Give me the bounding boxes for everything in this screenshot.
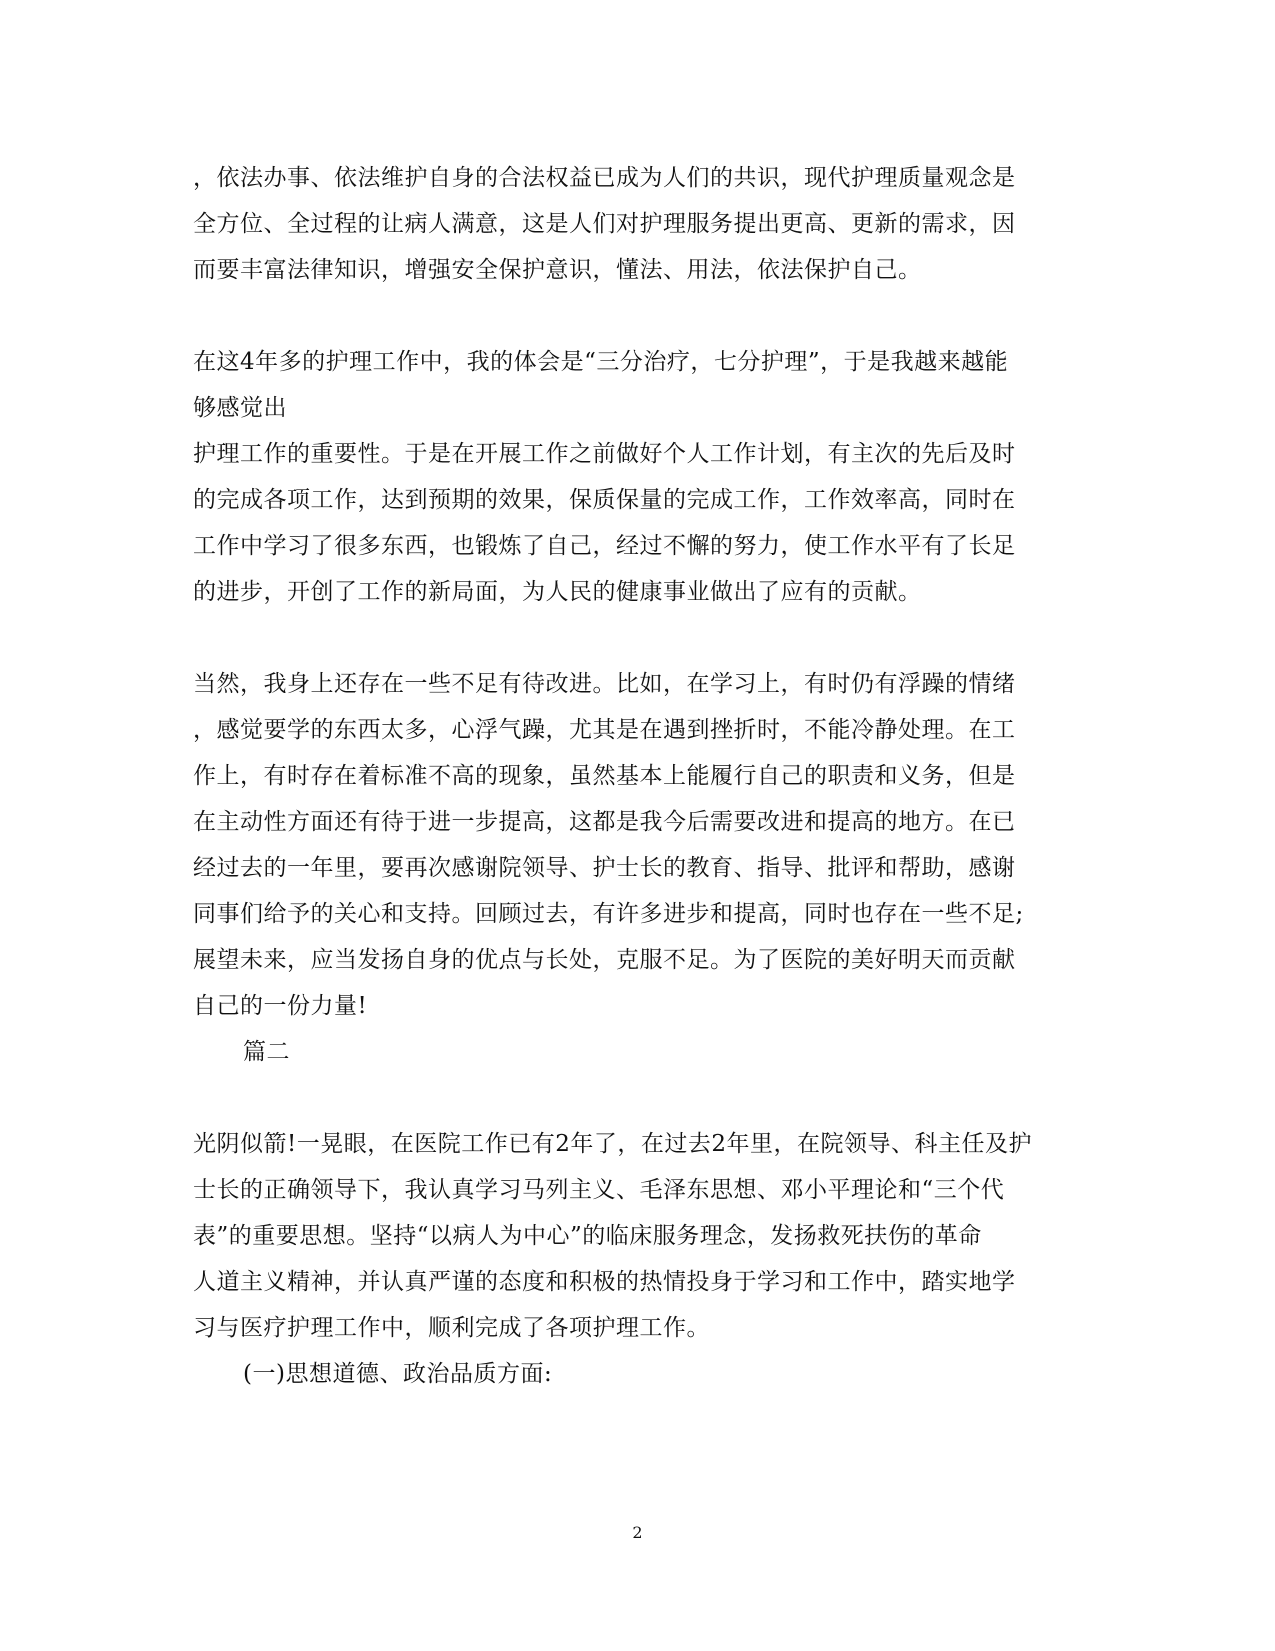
- paragraph-3-line-2: ，感觉要学的东西太多，心浮气躁，尤其是在遇到挫折时，不能冷静处理。在工: [193, 717, 1016, 743]
- paragraph-2-line-4: 的完成各项工作，达到预期的效果，保质保量的完成工作，工作效率高，同时在: [193, 487, 1016, 513]
- paragraph-1-line-1: ，依法办事、依法维护自身的合法权益已成为人们的共识，现代护理质量观念是: [193, 165, 1016, 191]
- paragraph-4-line-4: 人道主义精神，并认真严谨的态度和积极的热情投身于学习和工作中，踏实地学: [193, 1269, 1016, 1295]
- paragraph-2-line-5: 工作中学习了很多东西，也锻炼了自己，经过不懈的努力，使工作水平有了长足: [193, 533, 1016, 559]
- page-number: 2: [632, 1523, 643, 1542]
- paragraph-3-line-8: 自己的一份力量!: [193, 993, 368, 1019]
- subheading: (一)思想道德、政治品质方面:: [243, 1361, 553, 1387]
- paragraph-1-line-3: 而要丰富法律知识，增强安全保护意识，懂法、用法，依法保护自己。: [193, 257, 922, 283]
- paragraph-3-line-3: 作上，有时存在着标准不高的现象，虽然基本上能履行自己的职责和义务，但是: [193, 763, 1016, 789]
- paragraph-2-line-3: 护理工作的重要性。于是在开展工作之前做好个人工作计划，有主次的先后及时: [193, 441, 1016, 467]
- paragraph-4-line-5: 习与医疗护理工作中，顺利完成了各项护理工作。: [193, 1315, 710, 1341]
- paragraph-3-line-7: 展望未来，应当发扬自身的优点与长处，克服不足。为了医院的美好明天而贡献: [193, 947, 1016, 973]
- paragraph-2-line-1: 在这4年多的护理工作中，我的体会是“三分治疗，七分护理”，于是我越来越能: [193, 349, 1009, 375]
- paragraph-3-line-4: 在主动性方面还有待于进一步提高，这都是我今后需要改进和提高的地方。在已: [193, 809, 1016, 835]
- paragraph-2-line-2: 够感觉出: [193, 395, 287, 421]
- paragraph-2-line-6: 的进步，开创了工作的新局面，为人民的健康事业做出了应有的贡献。: [193, 579, 922, 605]
- paragraph-4-line-2: 士长的正确领导下，我认真学习马列主义、毛泽东思想、邓小平理论和“三个代: [193, 1177, 1005, 1203]
- section-heading: 篇二: [243, 1039, 290, 1065]
- paragraph-4-line-3: 表”的重要思想。坚持“以病人为中心”的临床服务理念，发扬救死扶伤的革命: [193, 1223, 982, 1249]
- paragraph-3-line-6: 同事们给予的关心和支持。回顾过去，有许多进步和提高，同时也存在一些不足;: [193, 901, 1024, 927]
- paragraph-3-line-5: 经过去的一年里，要再次感谢院领导、护士长的教育、指导、批评和帮助，感谢: [193, 855, 1016, 881]
- paragraph-4-line-1: 光阴似箭!一晃眼，在医院工作已有2年了，在过去2年里，在院领导、科主任及护: [193, 1131, 1033, 1157]
- paragraph-1-line-2: 全方位、全过程的让病人满意，这是人们对护理服务提出更高、更新的需求，因: [193, 211, 1016, 237]
- paragraph-3-line-1: 当然，我身上还存在一些不足有待改进。比如，在学习上，有时仍有浮躁的情绪: [193, 671, 1016, 697]
